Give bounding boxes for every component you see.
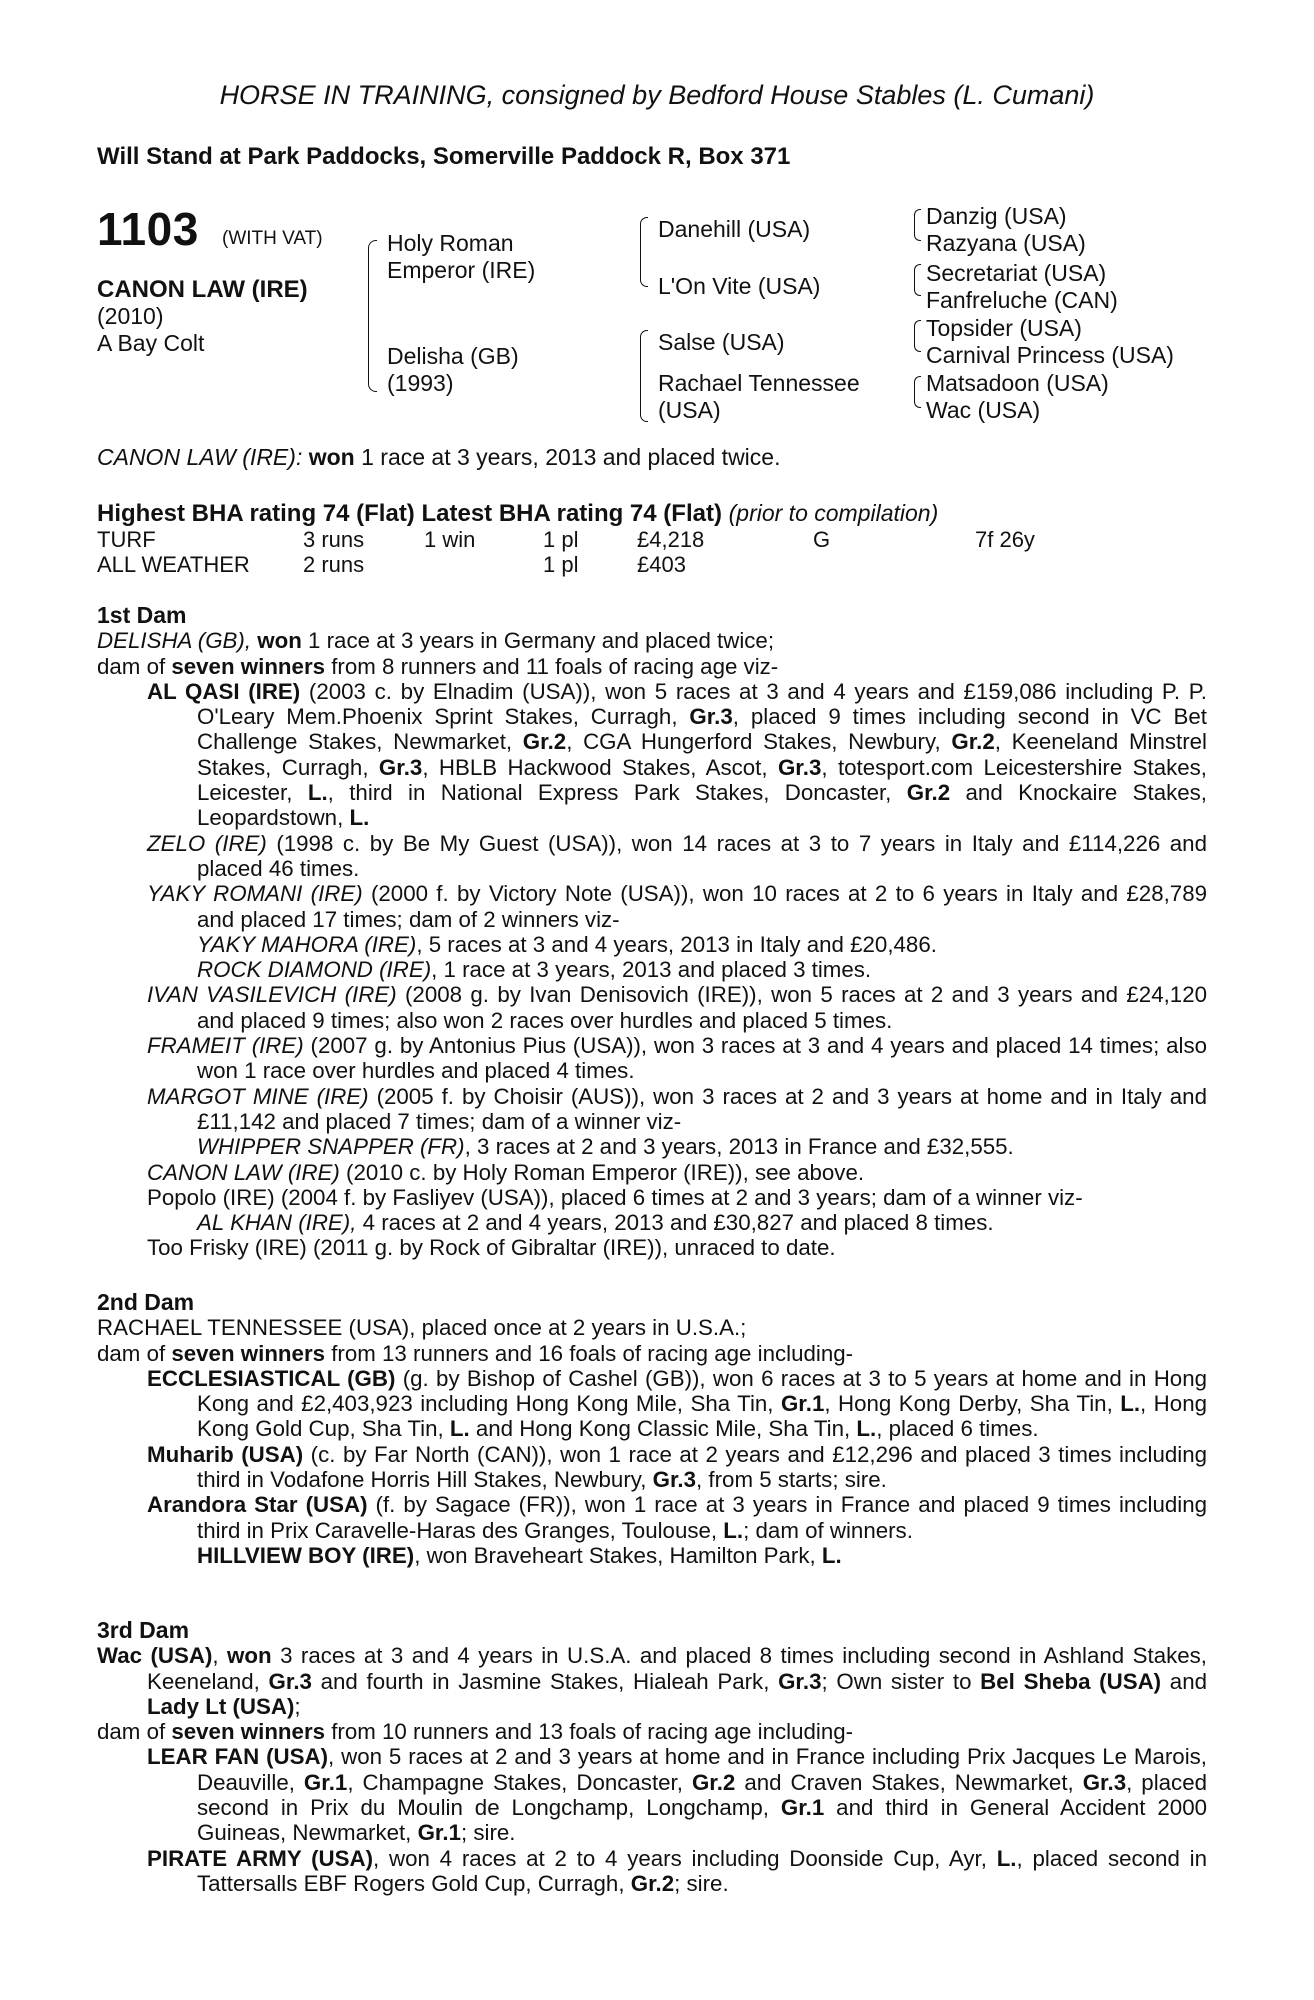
produce-entry-yaky-romani: YAKY ROMANI (IRE) (2000 f. by Victory Note (USA)), won 10 races at 2 to 6 years in Italy and £28,789 and placed 17 times; dam of 2 winners viz- bbox=[147, 881, 1207, 932]
pedigree-g4: Fanfreluche (CAN) bbox=[926, 287, 1118, 313]
produce-entry-margot-mine: MARGOT MINE (IRE) (2005 f. by Choisir (AUS)), won 3 races at 2 and 3 years at home and in Italy and £11,142 and placed 7 times; dam of a winner viz- bbox=[147, 1083, 1207, 1134]
bracket-dam-parents bbox=[640, 330, 648, 422]
pedigree-g7: Matsadoon (USA) bbox=[926, 370, 1109, 396]
first-dam-title: 1st Dam bbox=[97, 602, 187, 628]
produce-entry-popolo: Popolo (IRE) (2004 f. by Fasliyev (USA)), placed 6 times at 2 and 3 years; dam of a winner viz- bbox=[147, 1184, 1083, 1210]
grandproduce-hillview-boy: HILLVIEW BOY (IRE), won Braveheart Stakes, Hamilton Park, L. bbox=[197, 1542, 842, 1568]
page-header-title: HORSE IN TRAINING, consigned by Bedford House Stables (L. Cumani) bbox=[219, 80, 1095, 110]
pedigree-dam-line1: Delisha (GB) bbox=[387, 343, 519, 369]
pedigree-dam-dam-line2: (USA) bbox=[658, 397, 721, 423]
second-dam-intro: RACHAEL TENNESSEE (USA), placed once at 2 years in U.S.A.; bbox=[97, 1315, 747, 1341]
second-dam-produce-summary: dam of seven winners from 13 runners and 16 foals of racing age including- bbox=[97, 1340, 854, 1366]
bracket-g4 bbox=[914, 376, 921, 408]
third-dam-section bbox=[97, 1618, 1207, 1896]
record-aw-money: £403 bbox=[637, 552, 686, 577]
record-turf-surface: TURF bbox=[97, 527, 156, 552]
produce-entry-zelo: ZELO (IRE) (1998 c. by Be My Guest (USA)), won 14 races at 3 to 7 years in Italy and £114,226 and placed 46 times. bbox=[147, 830, 1207, 881]
record-turf-placed: 1 pl bbox=[543, 527, 579, 552]
bracket-g3 bbox=[914, 320, 921, 352]
bha-rating: Highest BHA rating 74 (Flat) Latest BHA rating 74 (Flat) (prior to compilation) bbox=[97, 500, 939, 527]
second-dam-section bbox=[97, 1290, 1207, 1568]
record-turf-wins: 1 win bbox=[424, 527, 476, 552]
first-dam-intro: DELISHA (GB), won 1 race at 3 years in Germany and placed twice; bbox=[97, 628, 775, 654]
stand-location: Will Stand at Park Paddocks, Somerville Paddock R, Box 371 bbox=[97, 143, 791, 170]
produce-entry-pirate-army: PIRATE ARMY (USA), won 4 races at 2 to 4 years including Doonside Cup, Ayr, L., placed second in Tattersalls EBF Rogers Gold Cup, Curragh, Gr.2; sire. bbox=[147, 1845, 1207, 1896]
pedigree-sire-line1: Holy Roman bbox=[387, 230, 514, 256]
record-aw-placed: 1 pl bbox=[543, 552, 579, 577]
third-dam-produce-summary: dam of seven winners from 10 runners and 13 foals of racing age including- bbox=[97, 1719, 854, 1745]
first-dam-produce-summary: dam of seven winners from 8 runners and 11 foals of racing age viz- bbox=[97, 653, 779, 679]
record-turf-money: £4,218 bbox=[637, 527, 705, 552]
vat-note: (WITH VAT) bbox=[222, 228, 323, 249]
pedigree-g2: Razyana (USA) bbox=[926, 230, 1086, 256]
bracket-g1 bbox=[914, 209, 921, 241]
pedigree-sire-line2: Emperor (IRE) bbox=[387, 257, 536, 283]
bracket-sire-dam bbox=[368, 240, 377, 392]
pedigree-sire-dam: L'On Vite (USA) bbox=[658, 273, 821, 299]
produce-entry-muharib: Muharib (USA) (c. by Far North (CAN)), won 1 race at 2 years and £12,296 and placed 3 times including third in Vodafone Horris Hill Stakes, Newbury, Gr.3, from 5 starts; sire. bbox=[147, 1441, 1207, 1493]
produce-entry-lear-fan: LEAR FAN (USA), won 5 races at 2 and 3 years at home and in France including Prix Jacques Le Marois, Deauville, Gr.1, Champagne Stakes, Doncaster, Gr.2 and Craven Stakes, Newmarket, Gr.3, placed second in Prix du Moulin de Longchamp, Longchamp, Gr.1 and third in General Accident 2000 Guineas, Newmarket, Gr.1; sire. bbox=[147, 1744, 1208, 1846]
record-turf-going: G bbox=[813, 527, 831, 552]
pedigree-g5: Topsider (USA) bbox=[926, 315, 1082, 341]
pedigree-g8: Wac (USA) bbox=[926, 397, 1041, 423]
record-aw-runs: 2 runs bbox=[303, 552, 365, 577]
pedigree-dam-line2: (1993) bbox=[387, 370, 454, 396]
produce-entry-frameit: FRAMEIT (IRE) (2007 g. by Antonius Pius (USA)), won 3 races at 3 and 4 years and placed 14 times; also won 1 race over hurdles and placed 4 times. bbox=[147, 1033, 1207, 1084]
summary-won: won bbox=[308, 444, 355, 470]
grandproduce-whipper-snapper: WHIPPER SNAPPER (FR), 3 races at 2 and 3 years, 2013 in France and £32,555. bbox=[197, 1134, 1014, 1160]
second-dam-title: 2nd Dam bbox=[97, 1289, 195, 1315]
pedigree-dam-dam-line1: Rachael Tennessee bbox=[658, 370, 860, 396]
pedigree-g3: Secretariat (USA) bbox=[926, 260, 1107, 286]
grandproduce-yaky-mahora: YAKY MAHORA (IRE), 5 races at 3 and 4 years, 2013 in Italy and £20,486. bbox=[197, 931, 937, 957]
produce-entry-al-qasi: AL QASI (IRE) (2003 c. by Elnadim (USA)), won 5 races at 3 and 4 years and £159,086 including P. P. O'Leary Mem.Phoenix Sprint Stakes, Curragh, Gr.3, placed 9 times including second in VC Bet Challenge Stakes, Newmarket, Gr.2, CGA Hungerford Stakes, Newbury, Gr.2, Keeneland Minstrel Stakes, Curragh, Gr.3, HBLB Hackwood Stakes, Ascot, Gr.3, totesport.com Leicestershire Stakes, Leicester, L., third in National Express Park Stakes, Doncaster, Gr.2 and Knockaire Stakes, Leopardstown, L. bbox=[147, 678, 1208, 831]
horse-name: CANON LAW (IRE) bbox=[97, 276, 308, 303]
pedigree-sire-sire: Danehill (USA) bbox=[658, 216, 811, 242]
horse-foaling-year: (2010) bbox=[97, 303, 164, 329]
bracket-sire-parents bbox=[640, 217, 648, 287]
pedigree-dam-sire: Salse (USA) bbox=[658, 329, 785, 355]
record-aw-surface: ALL WEATHER bbox=[97, 552, 250, 577]
produce-entry-ivan-vasilevich: IVAN VASILEVICH (IRE) (2008 g. by Ivan Denisovich (IRE)), won 5 races at 2 and 3 years and £24,120 and placed 9 times; also won 2 races over hurdles and placed 5 times. bbox=[147, 982, 1208, 1033]
record-turf-runs: 3 runs bbox=[303, 527, 365, 552]
grandproduce-al-khan: AL KHAN (IRE), 4 races at 2 and 4 years, 2013 and £30,827 and placed 8 times. bbox=[197, 1210, 994, 1236]
third-dam-intro: Wac (USA), won 3 races at 3 and 4 years in U.S.A. and placed 8 times including second in Ashland Stakes, Keeneland, Gr.3 and fourth in Jasmine Stakes, Hialeah Park, Gr.3; Own sister to Bel Sheba (USA) and Lady Lt (USA); bbox=[97, 1643, 1208, 1719]
race-summary: CANON LAW (IRE): won 1 race at 3 years, 2013 and placed twice. bbox=[97, 444, 781, 470]
produce-entry-ecclesiastical: ECCLESIASTICAL (GB) (g. by Bishop of Cashel (GB)), won 6 races at 3 to 5 years at home and in Hong Kong and £2,403,923 including Hong Kong Mile, Sha Tin, Gr.1, Hong Kong Derby, Sha Tin, L., Hong Kong Gold Cup, Sha Tin, L. and Hong Kong Classic Mile, Sha Tin, L., placed 6 times. bbox=[147, 1365, 1207, 1442]
pedigree-g6: Carnival Princess (USA) bbox=[926, 342, 1174, 368]
first-dam-section bbox=[97, 603, 1207, 1261]
summary-horse-name: CANON LAW (IRE) bbox=[97, 444, 296, 470]
produce-entry-canon-law: CANON LAW (IRE) (2010 c. by Holy Roman Emperor (IRE)), see above. bbox=[147, 1159, 865, 1185]
bracket-g2 bbox=[914, 264, 921, 296]
grandproduce-rock-diamond: ROCK DIAMOND (IRE), 1 race at 3 years, 2013 and placed 3 times. bbox=[197, 957, 872, 983]
produce-entry-too-frisky: Too Frisky (IRE) (2011 g. by Rock of Gibraltar (IRE)), unraced to date. bbox=[147, 1235, 836, 1261]
pedigree-g1: Danzig (USA) bbox=[926, 203, 1067, 229]
horse-description: A Bay Colt bbox=[97, 330, 205, 356]
produce-entry-arandora-star: Arandora Star (USA) (f. by Sagace (FR)), won 1 race at 3 years in France and placed 9 times including third in Prix Caravelle-Haras des Granges, Toulouse, L.; dam of winners. bbox=[147, 1492, 1207, 1543]
lot-number: 1103 bbox=[97, 203, 199, 255]
third-dam-title: 3rd Dam bbox=[97, 1617, 190, 1643]
record-turf-distance: 7f 26y bbox=[975, 527, 1035, 552]
